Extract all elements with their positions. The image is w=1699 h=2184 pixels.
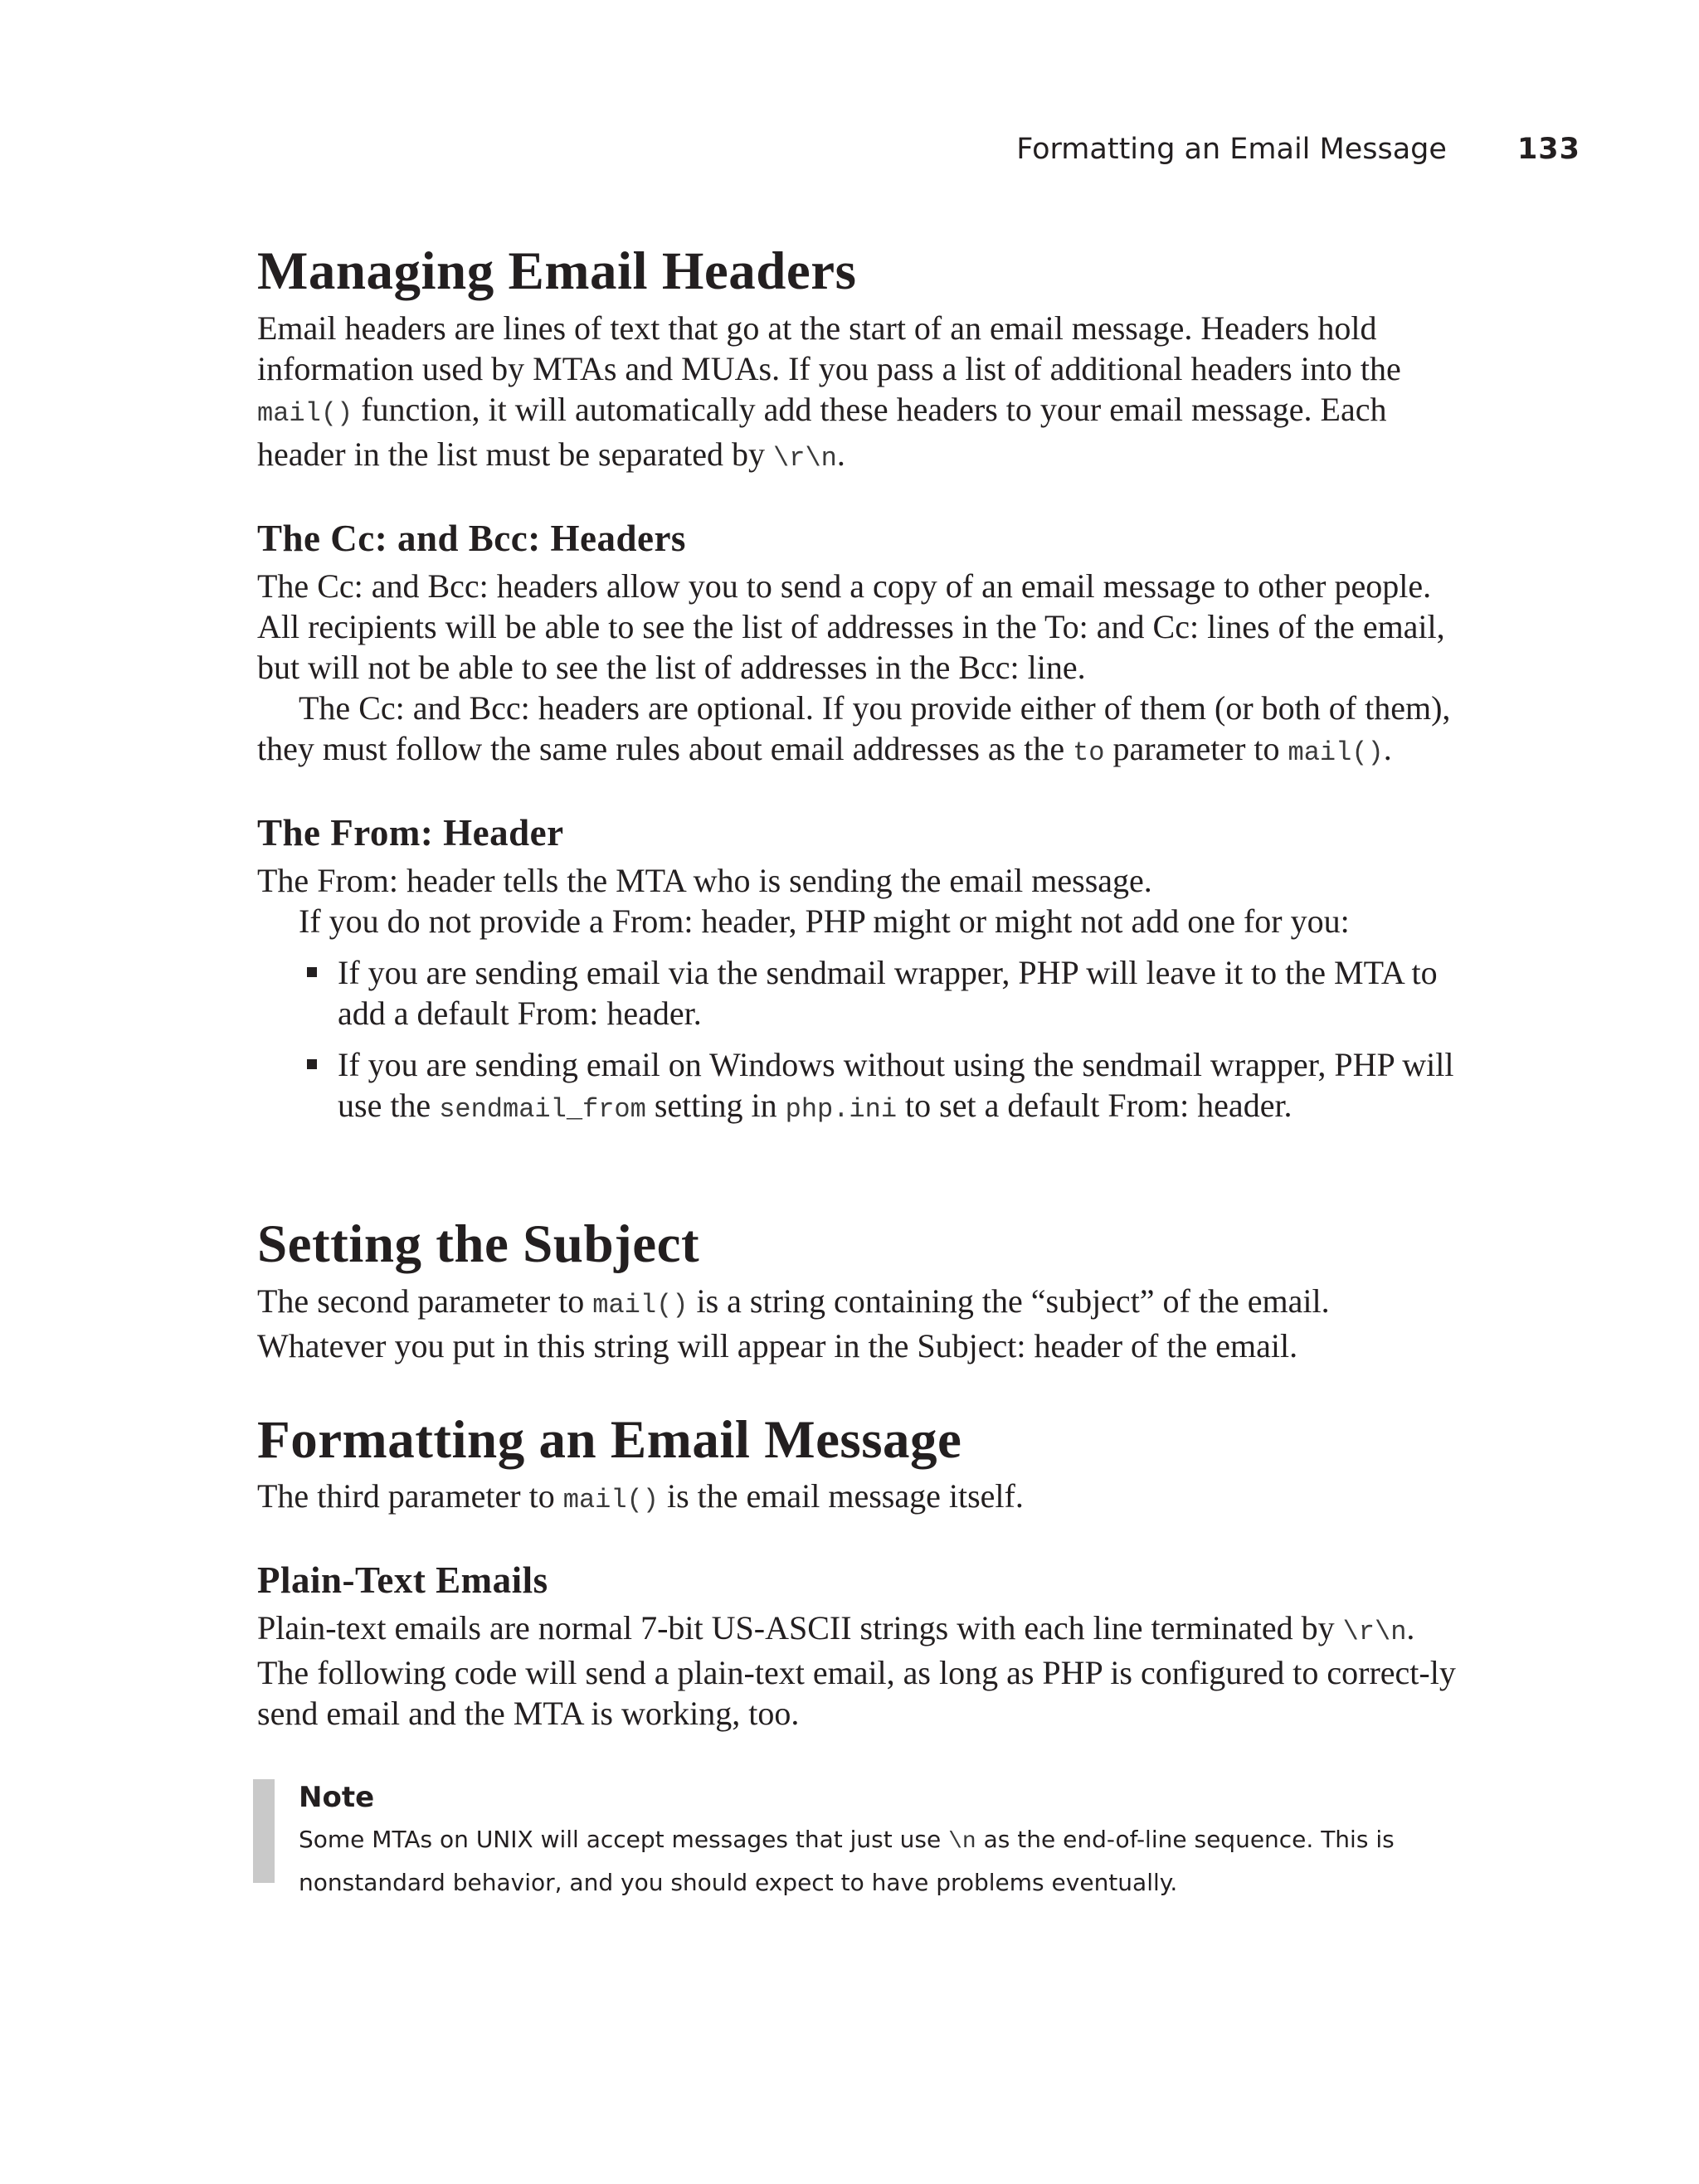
subsection-heading: The From: Header — [257, 811, 564, 854]
code-inline: sendmail_from — [439, 1093, 646, 1125]
note-title: Note — [299, 1781, 375, 1815]
text-run: to set a default From: header. — [897, 1086, 1293, 1124]
paragraph — [257, 1476, 1460, 1520]
paragraph — [257, 1281, 1460, 1366]
text-run: . The following code will send a plain-text email, as long as PHP is configured to correct-ly send email and the MTA is working, too. — [257, 1609, 1456, 1733]
section-from-header — [257, 810, 1460, 1130]
text-run: Email headers are lines of text that go at the start of an email message. Headers hold information used by MTAs and MUAs. If you pass a list of additional headers into the — [257, 309, 1401, 387]
note-box — [257, 1779, 1460, 1903]
code-inline: \r\n — [1342, 1617, 1407, 1648]
square-bullet-icon — [307, 967, 317, 977]
running-head-title: Formatting an Email Message — [1016, 133, 1447, 166]
running-head — [1016, 133, 1580, 166]
square-bullet-icon — [307, 1059, 317, 1069]
section-formatting-email-message — [257, 1409, 1460, 1521]
section-heading: Setting the Subject — [257, 1214, 700, 1274]
text-run: The second parameter to — [257, 1282, 593, 1320]
paragraph — [257, 688, 1460, 773]
code-inline: php.ini — [785, 1093, 898, 1125]
code-inline: mail() — [257, 397, 353, 429]
section-cc-bcc-headers — [257, 516, 1460, 773]
list-item — [338, 1044, 1460, 1130]
text-run: setting in — [645, 1086, 786, 1124]
text-run: The Cc: and Bcc: headers are optional. If you provide either of them (or both of them), they must follow the same rules about email addresses as the — [257, 688, 1451, 767]
text-run: Plain-text emails are normal 7-bit US-ASCII strings with each line terminated by — [257, 1609, 1343, 1647]
section-setting-the-subject — [257, 1214, 1460, 1366]
paragraph: The From: header tells the MTA who is sending the email message. — [257, 861, 1152, 899]
text-run: . — [1383, 729, 1392, 767]
code-inline: to — [1073, 737, 1105, 768]
text-run: If you are sending email via the sendmail wrapper, PHP will leave it to the MTA to add a default From: header. — [338, 953, 1438, 1032]
code-inline: mail() — [592, 1289, 689, 1321]
text-run: function, it will automatically add these headers to your email message. Each header in the list must be separated by — [257, 390, 1387, 473]
text-run: If you are sending email on Windows without using the sendmail wrapper, PHP will use the — [338, 1045, 1454, 1124]
list-item — [338, 952, 1460, 1034]
page-number: 133 — [1516, 133, 1580, 166]
paragraph: The Cc: and Bcc: headers allow you to send a copy of an email message to other people. All recipients will be able to see the list of addresses in the To: and Cc: lines of the email, but will not be able to see the list of addresses in the Bcc: line. — [257, 567, 1445, 686]
subsection-heading: Plain-Text Emails — [257, 1559, 548, 1602]
section-heading: Managing Email Headers — [257, 241, 857, 301]
text-run: as the end-of-line sequence. This is nonstandard behavior, and you should expect to have problems eventually. — [299, 1826, 1395, 1897]
section-managing-email-headers — [257, 241, 1460, 479]
text-run: Some MTAs on UNIX will accept messages that just use — [299, 1826, 949, 1854]
paragraph — [257, 1608, 1460, 1734]
bullet-list — [257, 952, 1460, 1130]
text-run: The third parameter to — [257, 1477, 563, 1515]
code-inline: mail() — [562, 1485, 659, 1516]
text-run: . — [836, 435, 845, 473]
code-inline: \n — [948, 1829, 976, 1856]
text-run: parameter to — [1104, 729, 1288, 767]
note-sidebar — [253, 1779, 275, 1883]
paragraph: If you do not provide a From: header, PHP might or might not add one for you: — [299, 902, 1350, 940]
text-run: is a string containing the “subject” of the email. Whatever you put in this string will appear in the Subject: header of the email. — [257, 1282, 1330, 1364]
code-inline: mail() — [1288, 737, 1384, 768]
page-body — [257, 241, 1460, 1903]
section-plain-text-emails — [257, 1558, 1460, 1734]
code-inline: \r\n — [773, 442, 837, 474]
paragraph — [257, 308, 1460, 479]
section-heading: Formatting an Email Message — [257, 1409, 962, 1470]
note-body — [299, 1819, 1460, 1903]
subsection-heading: The Cc: and Bcc: Headers — [257, 517, 686, 559]
text-run: is the email message itself. — [658, 1477, 1024, 1515]
